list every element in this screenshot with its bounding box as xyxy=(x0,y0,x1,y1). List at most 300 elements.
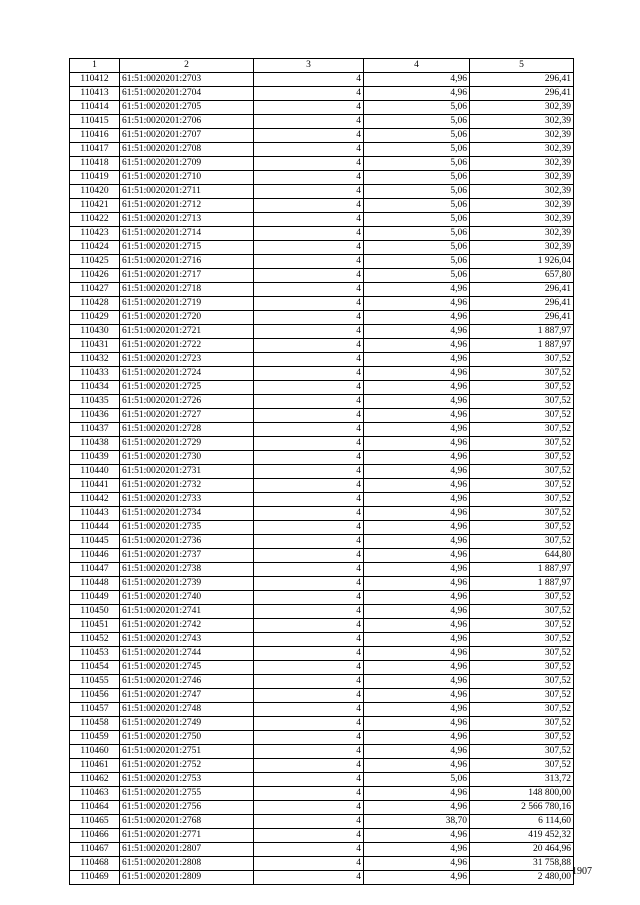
page-number: 1907 xyxy=(572,866,592,877)
cell-col-5: 1 887,97 xyxy=(470,563,574,577)
cell-col-2: 61:51:0020201:2731 xyxy=(120,465,254,479)
table-row xyxy=(70,213,574,227)
cell-col-3: 4 xyxy=(254,437,364,451)
cell-col-5: 6 114,60 xyxy=(470,815,574,829)
cell-col-3: 4 xyxy=(254,773,364,787)
cell-col-2: 61:51:0020201:2730 xyxy=(120,451,254,465)
cell-col-5: 307,52 xyxy=(470,661,574,675)
cell-col-1: 110448 xyxy=(70,577,120,591)
table-row xyxy=(70,311,574,325)
cell-col-2: 61:51:0020201:2710 xyxy=(120,171,254,185)
cell-col-1: 110454 xyxy=(70,661,120,675)
cell-col-3: 4 xyxy=(254,423,364,437)
cell-col-2: 61:51:0020201:2707 xyxy=(120,129,254,143)
table-row xyxy=(70,605,574,619)
cell-col-3: 4 xyxy=(254,871,364,885)
cell-col-5: 302,39 xyxy=(470,143,574,157)
cell-col-1: 110449 xyxy=(70,591,120,605)
cell-col-4: 4,96 xyxy=(364,521,470,535)
cell-col-3: 4 xyxy=(254,143,364,157)
cell-col-1: 110461 xyxy=(70,759,120,773)
cell-col-2: 61:51:0020201:2809 xyxy=(120,871,254,885)
cell-col-3: 4 xyxy=(254,801,364,815)
table-row xyxy=(70,437,574,451)
table-row xyxy=(70,703,574,717)
cell-col-2: 61:51:0020201:2744 xyxy=(120,647,254,661)
cell-col-3: 4 xyxy=(254,479,364,493)
cell-col-3: 4 xyxy=(254,297,364,311)
cell-col-4: 4,96 xyxy=(364,857,470,871)
cell-col-2: 61:51:0020201:2719 xyxy=(120,297,254,311)
cell-col-1: 110427 xyxy=(70,283,120,297)
cell-col-1: 110440 xyxy=(70,465,120,479)
cell-col-5: 302,39 xyxy=(470,101,574,115)
cell-col-2: 61:51:0020201:2737 xyxy=(120,549,254,563)
cell-col-4: 4,96 xyxy=(364,283,470,297)
cell-col-3: 4 xyxy=(254,339,364,353)
cell-col-4: 4,96 xyxy=(364,367,470,381)
cell-col-1: 110412 xyxy=(70,73,120,87)
cell-col-3: 4 xyxy=(254,703,364,717)
cell-col-4: 5,06 xyxy=(364,241,470,255)
cell-col-3: 4 xyxy=(254,451,364,465)
table-row xyxy=(70,255,574,269)
cell-col-3: 4 xyxy=(254,381,364,395)
cell-col-2: 61:51:0020201:2720 xyxy=(120,311,254,325)
cell-col-5: 302,39 xyxy=(470,171,574,185)
cell-col-4: 4,96 xyxy=(364,549,470,563)
cell-col-2: 61:51:0020201:2748 xyxy=(120,703,254,717)
cell-col-3: 4 xyxy=(254,367,364,381)
table-row xyxy=(70,829,574,843)
cell-col-1: 110458 xyxy=(70,717,120,731)
cell-col-3: 4 xyxy=(254,129,364,143)
cell-col-5: 307,52 xyxy=(470,689,574,703)
table-row xyxy=(70,801,574,815)
cell-col-5: 307,52 xyxy=(470,493,574,507)
table-row xyxy=(70,773,574,787)
table-row xyxy=(70,367,574,381)
cell-col-4: 4,96 xyxy=(364,591,470,605)
cell-col-3: 4 xyxy=(254,185,364,199)
cell-col-1: 110466 xyxy=(70,829,120,843)
cell-col-1: 110416 xyxy=(70,129,120,143)
cell-col-4: 4,96 xyxy=(364,759,470,773)
cell-col-4: 38,70 xyxy=(364,815,470,829)
cell-col-5: 307,52 xyxy=(470,633,574,647)
cell-col-2: 61:51:0020201:2714 xyxy=(120,227,254,241)
cell-col-5: 307,52 xyxy=(470,591,574,605)
cell-col-5: 307,52 xyxy=(470,521,574,535)
cell-col-2: 61:51:0020201:2756 xyxy=(120,801,254,815)
cell-col-2: 61:51:0020201:2751 xyxy=(120,745,254,759)
cell-col-3: 4 xyxy=(254,829,364,843)
cell-col-1: 110413 xyxy=(70,87,120,101)
cell-col-2: 61:51:0020201:2727 xyxy=(120,409,254,423)
cell-col-2: 61:51:0020201:2743 xyxy=(120,633,254,647)
cell-col-1: 110422 xyxy=(70,213,120,227)
cell-col-4: 4,96 xyxy=(364,409,470,423)
cell-col-5: 307,52 xyxy=(470,423,574,437)
cell-col-2: 61:51:0020201:2753 xyxy=(120,773,254,787)
cell-col-2: 61:51:0020201:2736 xyxy=(120,535,254,549)
cell-col-1: 110457 xyxy=(70,703,120,717)
cell-col-4: 4,96 xyxy=(364,731,470,745)
table-row xyxy=(70,479,574,493)
cell-col-4: 4,96 xyxy=(364,451,470,465)
cell-col-2: 61:51:0020201:2729 xyxy=(120,437,254,451)
cell-col-4: 4,96 xyxy=(364,325,470,339)
cell-col-5: 1 926,04 xyxy=(470,255,574,269)
cell-col-5: 307,52 xyxy=(470,703,574,717)
table-row xyxy=(70,269,574,283)
cell-col-1: 110421 xyxy=(70,199,120,213)
cell-col-1: 110451 xyxy=(70,619,120,633)
cell-col-4: 4,96 xyxy=(364,297,470,311)
cell-col-3: 4 xyxy=(254,605,364,619)
cell-col-4: 4,96 xyxy=(364,787,470,801)
cell-col-5: 657,80 xyxy=(470,269,574,283)
cell-col-2: 61:51:0020201:2732 xyxy=(120,479,254,493)
cell-col-1: 110419 xyxy=(70,171,120,185)
cell-col-2: 61:51:0020201:2704 xyxy=(120,87,254,101)
cell-col-2: 61:51:0020201:2726 xyxy=(120,395,254,409)
cell-col-4: 4,96 xyxy=(364,437,470,451)
cell-col-5: 302,39 xyxy=(470,227,574,241)
cell-col-2: 61:51:0020201:2718 xyxy=(120,283,254,297)
cell-col-2: 61:51:0020201:2738 xyxy=(120,563,254,577)
cell-col-5: 31 758,88 xyxy=(470,857,574,871)
cell-col-2: 61:51:0020201:2705 xyxy=(120,101,254,115)
cell-col-4: 5,06 xyxy=(364,185,470,199)
cell-col-2: 61:51:0020201:2713 xyxy=(120,213,254,227)
table-row xyxy=(70,87,574,101)
cell-col-2: 61:51:0020201:2740 xyxy=(120,591,254,605)
cell-col-5: 302,39 xyxy=(470,115,574,129)
cell-col-2: 61:51:0020201:2749 xyxy=(120,717,254,731)
data-table xyxy=(69,58,574,885)
cell-col-2: 61:51:0020201:2768 xyxy=(120,815,254,829)
table-row xyxy=(70,647,574,661)
cell-col-1: 110442 xyxy=(70,493,120,507)
cell-col-2: 61:51:0020201:2703 xyxy=(120,73,254,87)
cell-col-1: 110436 xyxy=(70,409,120,423)
cell-col-1: 110435 xyxy=(70,395,120,409)
cell-col-2: 61:51:0020201:2724 xyxy=(120,367,254,381)
cell-col-5: 307,52 xyxy=(470,381,574,395)
cell-col-4: 5,06 xyxy=(364,129,470,143)
table-row xyxy=(70,465,574,479)
cell-col-1: 110424 xyxy=(70,241,120,255)
cell-col-3: 4 xyxy=(254,731,364,745)
cell-col-2: 61:51:0020201:2722 xyxy=(120,339,254,353)
cell-col-4: 4,96 xyxy=(364,535,470,549)
cell-col-2: 61:51:0020201:2716 xyxy=(120,255,254,269)
table-row xyxy=(70,745,574,759)
cell-col-1: 110463 xyxy=(70,787,120,801)
cell-col-5: 302,39 xyxy=(470,157,574,171)
cell-col-4: 5,06 xyxy=(364,773,470,787)
table-row xyxy=(70,759,574,773)
cell-col-1: 110453 xyxy=(70,647,120,661)
table-row xyxy=(70,353,574,367)
cell-col-3: 4 xyxy=(254,815,364,829)
cell-col-1: 110430 xyxy=(70,325,120,339)
table-row xyxy=(70,115,574,129)
cell-col-3: 4 xyxy=(254,73,364,87)
cell-col-4: 4,96 xyxy=(364,465,470,479)
cell-col-4: 4,96 xyxy=(364,339,470,353)
cell-col-4: 5,06 xyxy=(364,115,470,129)
cell-col-1: 110425 xyxy=(70,255,120,269)
cell-col-2: 61:51:0020201:2745 xyxy=(120,661,254,675)
cell-col-5: 2 480,00 xyxy=(470,871,574,885)
cell-col-3: 4 xyxy=(254,689,364,703)
cell-col-3: 4 xyxy=(254,283,364,297)
cell-col-5: 307,52 xyxy=(470,507,574,521)
table-row xyxy=(70,101,574,115)
cell-col-5: 296,41 xyxy=(470,73,574,87)
table-row xyxy=(70,871,574,885)
cell-col-4: 5,06 xyxy=(364,227,470,241)
cell-col-3: 4 xyxy=(254,311,364,325)
table-row xyxy=(70,661,574,675)
cell-col-1: 110459 xyxy=(70,731,120,745)
cell-col-1: 110432 xyxy=(70,353,120,367)
header-col-5: 5 xyxy=(470,59,574,73)
cell-col-3: 4 xyxy=(254,633,364,647)
cell-col-1: 110417 xyxy=(70,143,120,157)
cell-col-2: 61:51:0020201:2746 xyxy=(120,675,254,689)
cell-col-2: 61:51:0020201:2755 xyxy=(120,787,254,801)
cell-col-1: 110444 xyxy=(70,521,120,535)
cell-col-3: 4 xyxy=(254,269,364,283)
cell-col-4: 5,06 xyxy=(364,255,470,269)
cell-col-2: 61:51:0020201:2706 xyxy=(120,115,254,129)
cell-col-4: 4,96 xyxy=(364,675,470,689)
cell-col-5: 307,52 xyxy=(470,395,574,409)
cell-col-2: 61:51:0020201:2739 xyxy=(120,577,254,591)
cell-col-2: 61:51:0020201:2712 xyxy=(120,199,254,213)
cell-col-3: 4 xyxy=(254,535,364,549)
cell-col-3: 4 xyxy=(254,255,364,269)
cell-col-4: 4,96 xyxy=(364,507,470,521)
cell-col-5: 302,39 xyxy=(470,213,574,227)
cell-col-3: 4 xyxy=(254,857,364,871)
table-row xyxy=(70,563,574,577)
table-row xyxy=(70,143,574,157)
cell-col-3: 4 xyxy=(254,353,364,367)
table-row xyxy=(70,171,574,185)
cell-col-5: 1 887,97 xyxy=(470,325,574,339)
cell-col-4: 4,96 xyxy=(364,843,470,857)
cell-col-2: 61:51:0020201:2728 xyxy=(120,423,254,437)
cell-col-2: 61:51:0020201:2742 xyxy=(120,619,254,633)
cell-col-2: 61:51:0020201:2733 xyxy=(120,493,254,507)
cell-col-1: 110433 xyxy=(70,367,120,381)
cell-col-3: 4 xyxy=(254,717,364,731)
table-row xyxy=(70,521,574,535)
cell-col-3: 4 xyxy=(254,745,364,759)
table-row xyxy=(70,339,574,353)
cell-col-3: 4 xyxy=(254,395,364,409)
table-row xyxy=(70,381,574,395)
cell-col-4: 4,96 xyxy=(364,829,470,843)
table-row xyxy=(70,507,574,521)
cell-col-4: 5,06 xyxy=(364,199,470,213)
cell-col-5: 307,52 xyxy=(470,619,574,633)
cell-col-2: 61:51:0020201:2711 xyxy=(120,185,254,199)
cell-col-5: 302,39 xyxy=(470,185,574,199)
table-row xyxy=(70,619,574,633)
cell-col-5: 307,52 xyxy=(470,367,574,381)
cell-col-3: 4 xyxy=(254,241,364,255)
table-row xyxy=(70,493,574,507)
table-row xyxy=(70,423,574,437)
cell-col-4: 4,96 xyxy=(364,689,470,703)
cell-col-3: 4 xyxy=(254,843,364,857)
cell-col-1: 110439 xyxy=(70,451,120,465)
cell-col-5: 644,80 xyxy=(470,549,574,563)
cell-col-3: 4 xyxy=(254,591,364,605)
cell-col-1: 110443 xyxy=(70,507,120,521)
table-row xyxy=(70,241,574,255)
table-row xyxy=(70,129,574,143)
table-row xyxy=(70,73,574,87)
cell-col-4: 4,96 xyxy=(364,479,470,493)
cell-col-5: 307,52 xyxy=(470,647,574,661)
table-row xyxy=(70,787,574,801)
cell-col-3: 4 xyxy=(254,157,364,171)
header-col-4: 4 xyxy=(364,59,470,73)
cell-col-3: 4 xyxy=(254,759,364,773)
cell-col-4: 4,96 xyxy=(364,493,470,507)
cell-col-4: 4,96 xyxy=(364,577,470,591)
cell-col-1: 110441 xyxy=(70,479,120,493)
cell-col-5: 307,52 xyxy=(470,353,574,367)
cell-col-2: 61:51:0020201:2741 xyxy=(120,605,254,619)
cell-col-1: 110445 xyxy=(70,535,120,549)
cell-col-5: 419 452,32 xyxy=(470,829,574,843)
cell-col-1: 110437 xyxy=(70,423,120,437)
cell-col-4: 5,06 xyxy=(364,143,470,157)
cell-col-1: 110415 xyxy=(70,115,120,129)
cell-col-2: 61:51:0020201:2808 xyxy=(120,857,254,871)
cell-col-3: 4 xyxy=(254,661,364,675)
table-row xyxy=(70,451,574,465)
cell-col-5: 302,39 xyxy=(470,241,574,255)
table-row xyxy=(70,535,574,549)
cell-col-4: 4,96 xyxy=(364,745,470,759)
cell-col-1: 110468 xyxy=(70,857,120,871)
header-col-1: 1 xyxy=(70,59,120,73)
cell-col-2: 61:51:0020201:2735 xyxy=(120,521,254,535)
table-row xyxy=(70,185,574,199)
cell-col-5: 307,52 xyxy=(470,675,574,689)
cell-col-4: 4,96 xyxy=(364,423,470,437)
cell-col-1: 110450 xyxy=(70,605,120,619)
cell-col-2: 61:51:0020201:2717 xyxy=(120,269,254,283)
cell-col-5: 2 566 780,16 xyxy=(470,801,574,815)
cell-col-2: 61:51:0020201:2750 xyxy=(120,731,254,745)
cell-col-1: 110431 xyxy=(70,339,120,353)
cell-col-5: 307,52 xyxy=(470,605,574,619)
cell-col-4: 4,96 xyxy=(364,353,470,367)
cell-col-3: 4 xyxy=(254,493,364,507)
cell-col-5: 307,52 xyxy=(470,759,574,773)
cell-col-3: 4 xyxy=(254,101,364,115)
cell-col-4: 4,96 xyxy=(364,717,470,731)
cell-col-3: 4 xyxy=(254,171,364,185)
cell-col-5: 1 887,97 xyxy=(470,577,574,591)
table-row xyxy=(70,409,574,423)
cell-col-4: 4,96 xyxy=(364,73,470,87)
table-header xyxy=(70,59,574,73)
cell-col-2: 61:51:0020201:2752 xyxy=(120,759,254,773)
cell-col-3: 4 xyxy=(254,563,364,577)
cell-col-4: 4,96 xyxy=(364,661,470,675)
cell-col-4: 5,06 xyxy=(364,101,470,115)
cell-col-1: 110429 xyxy=(70,311,120,325)
cell-col-1: 110426 xyxy=(70,269,120,283)
cell-col-4: 5,06 xyxy=(364,213,470,227)
table-row xyxy=(70,857,574,871)
cell-col-1: 110446 xyxy=(70,549,120,563)
table-row xyxy=(70,283,574,297)
cell-col-2: 61:51:0020201:2807 xyxy=(120,843,254,857)
cell-col-1: 110418 xyxy=(70,157,120,171)
cell-col-1: 110428 xyxy=(70,297,120,311)
cell-col-5: 296,41 xyxy=(470,311,574,325)
cell-col-5: 148 800,00 xyxy=(470,787,574,801)
cell-col-5: 296,41 xyxy=(470,283,574,297)
cell-col-1: 110460 xyxy=(70,745,120,759)
cell-col-1: 110465 xyxy=(70,815,120,829)
cell-col-5: 296,41 xyxy=(470,297,574,311)
cell-col-3: 4 xyxy=(254,521,364,535)
cell-col-3: 4 xyxy=(254,409,364,423)
cell-col-5: 20 464,96 xyxy=(470,843,574,857)
cell-col-4: 5,06 xyxy=(364,269,470,283)
table-row xyxy=(70,325,574,339)
table-row xyxy=(70,199,574,213)
cell-col-4: 4,96 xyxy=(364,801,470,815)
cell-col-3: 4 xyxy=(254,675,364,689)
cell-col-1: 110455 xyxy=(70,675,120,689)
cell-col-2: 61:51:0020201:2771 xyxy=(120,829,254,843)
table-row xyxy=(70,227,574,241)
cell-col-5: 307,52 xyxy=(470,451,574,465)
cell-col-5: 302,39 xyxy=(470,129,574,143)
table-row xyxy=(70,689,574,703)
header-row xyxy=(70,59,574,73)
cell-col-1: 110423 xyxy=(70,227,120,241)
cell-col-1: 110434 xyxy=(70,381,120,395)
cell-col-3: 4 xyxy=(254,619,364,633)
cell-col-4: 4,96 xyxy=(364,311,470,325)
cell-col-1: 110462 xyxy=(70,773,120,787)
cell-col-4: 4,96 xyxy=(364,633,470,647)
cell-col-5: 307,52 xyxy=(470,717,574,731)
cell-col-1: 110464 xyxy=(70,801,120,815)
cell-col-3: 4 xyxy=(254,465,364,479)
cell-col-3: 4 xyxy=(254,507,364,521)
table-row xyxy=(70,843,574,857)
header-col-2: 2 xyxy=(120,59,254,73)
cell-col-4: 4,96 xyxy=(364,619,470,633)
cell-col-1: 110420 xyxy=(70,185,120,199)
cell-col-5: 296,41 xyxy=(470,87,574,101)
